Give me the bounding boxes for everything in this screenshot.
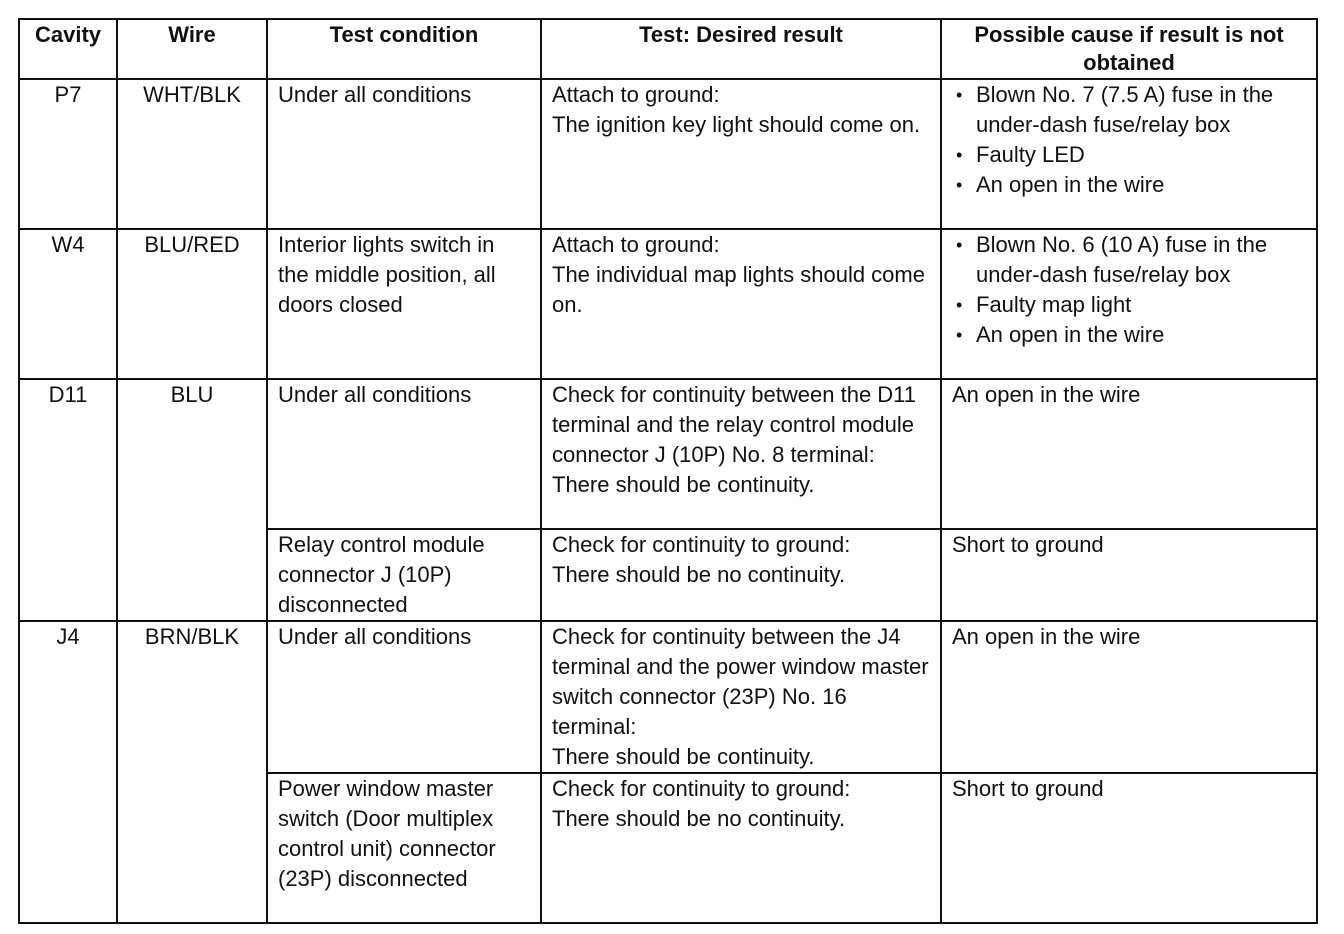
cause-item: • Faulty map light bbox=[952, 290, 1306, 320]
header-cavity: Cavity bbox=[19, 19, 117, 79]
table-row-j4-1 bbox=[19, 621, 1317, 773]
table-row-p7 bbox=[19, 79, 1317, 229]
cavity-cell: J4 bbox=[19, 621, 117, 923]
condition-cell: Under all conditions bbox=[267, 621, 541, 773]
cause-cell: An open in the wire bbox=[941, 379, 1317, 529]
cavity-cell: D11 bbox=[19, 379, 117, 621]
cavity-cell: W4 bbox=[19, 229, 117, 379]
cause-list bbox=[952, 230, 1306, 350]
cause-list bbox=[952, 80, 1306, 200]
wire-cell: BLU bbox=[117, 379, 267, 621]
header-row bbox=[19, 19, 1317, 79]
condition-cell: Interior lights switch in the middle position, all doors closed bbox=[267, 229, 541, 379]
result-cell: Attach to ground: The ignition key light should come on. bbox=[541, 79, 941, 229]
troubleshooting-table bbox=[18, 18, 1318, 924]
condition-cell: Under all conditions bbox=[267, 379, 541, 529]
cause-cell: An open in the wire bbox=[941, 621, 1317, 773]
wire-cell: BLU/RED bbox=[117, 229, 267, 379]
header-wire: Wire bbox=[117, 19, 267, 79]
result-cell: Check for continuity to ground: There should be no continuity. bbox=[541, 529, 941, 621]
cause-item: • Blown No. 7 (7.5 A) fuse in the under-dash fuse/relay box bbox=[952, 80, 1306, 140]
header-test-condition: Test condition bbox=[267, 19, 541, 79]
cause-item: • An open in the wire bbox=[952, 170, 1306, 200]
wire-cell: WHT/BLK bbox=[117, 79, 267, 229]
cause-item: • Faulty LED bbox=[952, 140, 1306, 170]
condition-cell: Relay control module connector J (10P) disconnected bbox=[267, 529, 541, 621]
result-cell: Check for continuity between the D11 terminal and the relay control module connector J (10P) No. 8 terminal: There should be continuity. bbox=[541, 379, 941, 529]
header-possible-cause: Possible cause if result is not obtained bbox=[941, 19, 1317, 79]
cause-item: • An open in the wire bbox=[952, 320, 1306, 350]
table-row-d11-1 bbox=[19, 379, 1317, 529]
cause-cell bbox=[941, 79, 1317, 229]
wire-cell: BRN/BLK bbox=[117, 621, 267, 923]
cause-cell bbox=[941, 229, 1317, 379]
cause-item: • Blown No. 6 (10 A) fuse in the under-dash fuse/relay box bbox=[952, 230, 1306, 290]
condition-cell: Under all conditions bbox=[267, 79, 541, 229]
result-cell: Check for continuity to ground: There should be no continuity. bbox=[541, 773, 941, 923]
table-row-w4 bbox=[19, 229, 1317, 379]
header-desired-result: Test: Desired result bbox=[541, 19, 941, 79]
result-cell: Check for continuity between the J4 terminal and the power window master switch connector (23P) No. 16 terminal: There should be continuity. bbox=[541, 621, 941, 773]
cause-cell: Short to ground bbox=[941, 529, 1317, 621]
condition-cell: Power window master switch (Door multiplex control unit) connector (23P) disconnected bbox=[267, 773, 541, 923]
result-cell: Attach to ground: The individual map lights should come on. bbox=[541, 229, 941, 379]
cause-cell: Short to ground bbox=[941, 773, 1317, 923]
cavity-cell: P7 bbox=[19, 79, 117, 229]
